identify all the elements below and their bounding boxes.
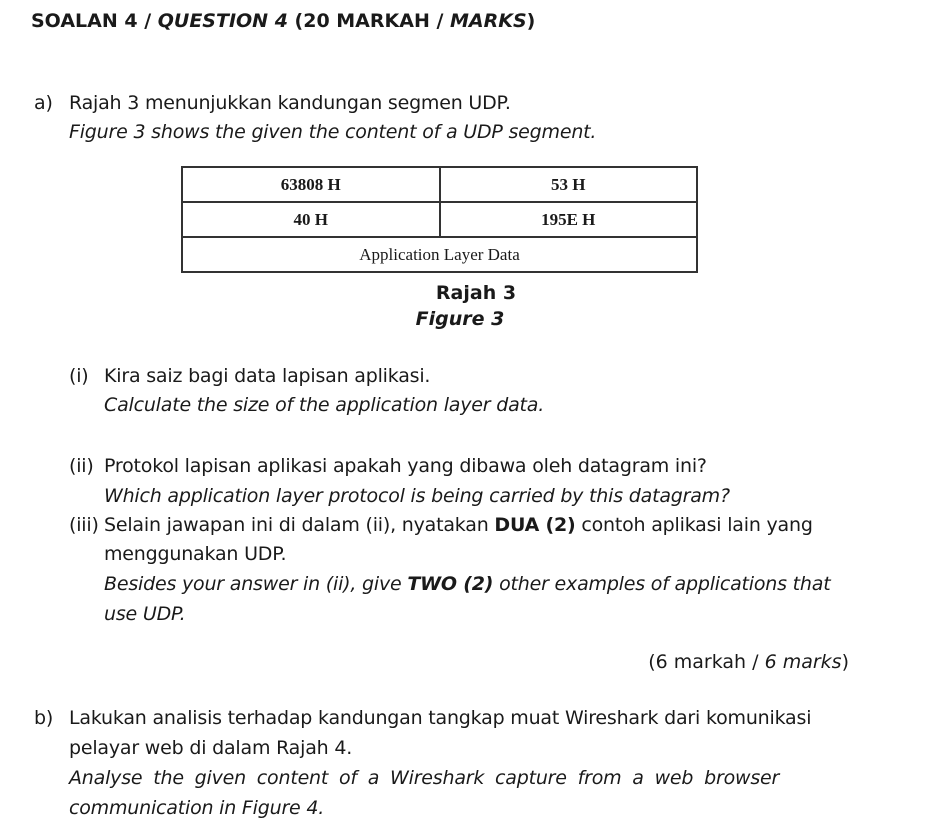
q3-english-bold: TWO (2) [407, 573, 494, 595]
title-marks-malay: (20 MARKAH / [287, 10, 451, 32]
question-title [31, 10, 535, 32]
application-data-cell: Application Layer Data [182, 237, 697, 272]
table-row [182, 237, 697, 272]
q3-english-post: other examples of applications that [493, 573, 831, 595]
part-b-english-line2: communication in Figure 4. [69, 797, 325, 819]
table-row [182, 202, 697, 237]
q2-malay: Protokol lapisan aplikasi apakah yang dibawa oleh datagram ini? [104, 455, 707, 477]
q3-malay-bold: DUA (2) [494, 514, 576, 536]
part-b-malay-line1: Lakukan analisis terhadap kandungan tangkap muat Wireshark dari komunikasi [69, 707, 812, 729]
q3-english-line1 [104, 573, 830, 595]
title-marks-english: MARKS [450, 10, 527, 32]
marks-english: 6 marks [764, 651, 842, 673]
q3-english-pre: Besides your answer in (ii), give [104, 573, 408, 595]
title-close: ) [526, 10, 536, 32]
q3-english-line2: use UDP. [104, 603, 186, 625]
part-b-label: b) [34, 707, 54, 729]
part-a-english: Figure 3 shows the given the content of a UDP segment. [69, 121, 597, 143]
figure-caption-malay: Rajah 3 [435, 282, 517, 304]
q3-label: (iii) [69, 514, 99, 536]
q2-english: Which application layer protocol is being carried by this datagram? [104, 485, 730, 507]
q2-label: (ii) [69, 455, 94, 477]
q1-english: Calculate the size of the application layer data. [104, 394, 545, 416]
q3-malay-line1 [104, 514, 813, 536]
q3-malay-pre: Selain jawapan ini di dalam (ii), nyatakan [104, 514, 495, 536]
q3-malay-line2: menggunakan UDP. [104, 543, 287, 565]
destination-port-cell: 53 H [440, 167, 698, 202]
source-port-cell: 63808 H [182, 167, 440, 202]
length-cell: 40 H [182, 202, 440, 237]
q1-malay: Kira saiz bagi data lapisan aplikasi. [104, 365, 431, 387]
table-row [182, 167, 697, 202]
marks-malay: (6 markah / [648, 651, 765, 673]
udp-segment-table [181, 166, 698, 273]
part-a-label: a) [34, 92, 53, 114]
title-english: QUESTION 4 [157, 10, 288, 32]
part-b-malay-line2: pelayar web di dalam Rajah 4. [69, 737, 353, 759]
figure-caption-english: Figure 3 [415, 308, 505, 330]
part-b-english-line1: Analyse the given content of a Wireshark capture from a web browser [69, 767, 780, 789]
part-a-marks [648, 651, 849, 673]
q1-label: (i) [69, 365, 89, 387]
q3-malay-post: contoh aplikasi lain yang [575, 514, 813, 536]
marks-close: ) [841, 651, 849, 673]
title-malay: SOALAN 4 / [31, 10, 158, 32]
checksum-cell: 195E H [440, 202, 698, 237]
part-a-malay: Rajah 3 menunjukkan kandungan segmen UDP. [69, 92, 511, 114]
